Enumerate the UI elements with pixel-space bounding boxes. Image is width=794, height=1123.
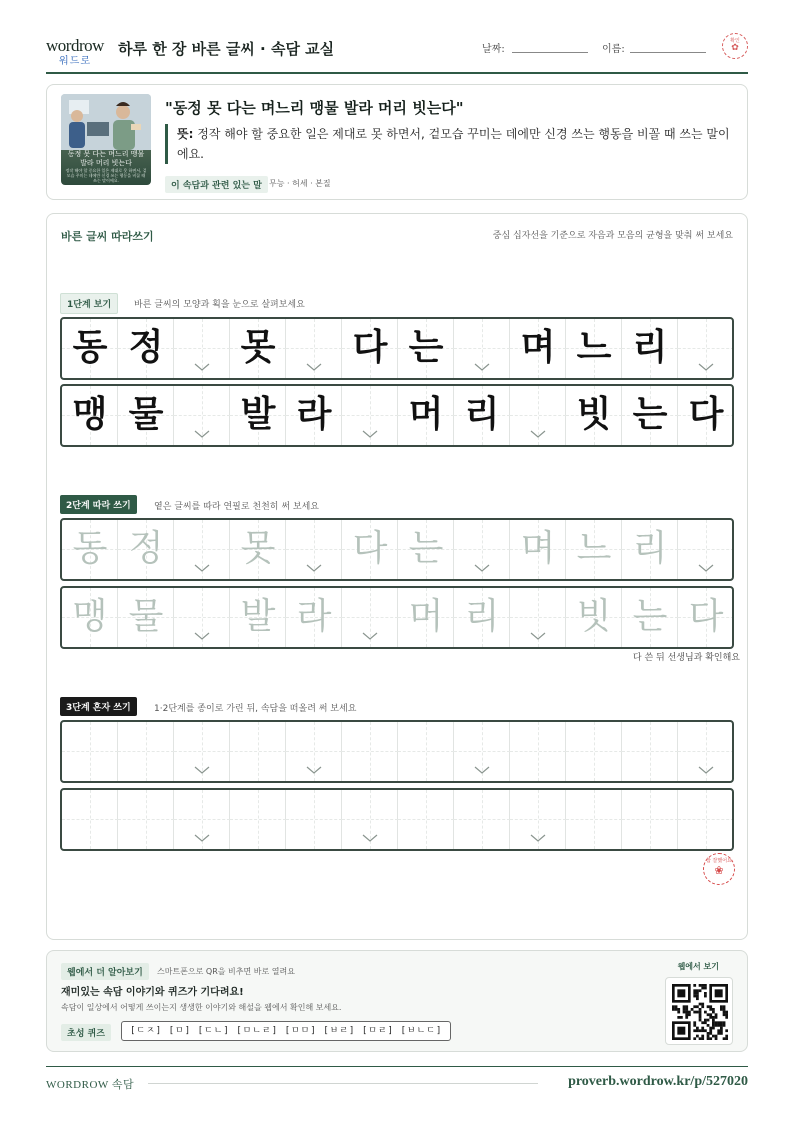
writing-cell[interactable] bbox=[286, 722, 342, 781]
writing-row[interactable] bbox=[60, 788, 734, 851]
guide-horizontal bbox=[454, 549, 510, 550]
writing-cell[interactable] bbox=[566, 319, 622, 378]
model-character: 머 bbox=[408, 394, 444, 435]
thumbnail-caption: 정작 해야 할 중요한 일은 제대로 못 하면서, 겉모습 꾸미는 데에만 신경 쓰는 행동을 비꼴 때 쓰는 말이에요. bbox=[65, 168, 147, 183]
guide-horizontal bbox=[286, 751, 342, 752]
writing-cell[interactable] bbox=[622, 386, 678, 445]
writing-cell[interactable] bbox=[454, 790, 510, 849]
writing-cell[interactable] bbox=[566, 520, 622, 579]
trace-character: 정 bbox=[128, 528, 164, 569]
trace-character: 느 bbox=[576, 528, 612, 569]
page-header bbox=[46, 30, 748, 74]
qr-label: 웹에서 보기 bbox=[677, 962, 719, 971]
writing-cell[interactable] bbox=[510, 722, 566, 781]
thumbnail-title: 동정 못 다는 며느리 맹물 발라 머리 빗는다 bbox=[67, 150, 145, 167]
page-title: 하루 한 장 바른 글씨 · 속담 교실 bbox=[118, 40, 335, 58]
guide-horizontal bbox=[510, 751, 566, 752]
writing-cell[interactable] bbox=[566, 722, 622, 781]
guide-horizontal bbox=[678, 348, 734, 349]
writing-cell[interactable] bbox=[174, 520, 230, 579]
guide-horizontal bbox=[118, 751, 174, 752]
space-mark-icon bbox=[362, 430, 378, 438]
trace-character: 리 bbox=[464, 596, 500, 637]
writing-cell[interactable] bbox=[230, 790, 286, 849]
name-label: 이름: bbox=[602, 44, 625, 55]
guide-horizontal bbox=[174, 751, 230, 752]
writing-cell[interactable] bbox=[566, 588, 622, 647]
trace-character: 맹 bbox=[72, 596, 108, 637]
related-words: 무능 · 허세 · 본질 bbox=[269, 179, 331, 188]
writing-cell[interactable] bbox=[622, 588, 678, 647]
initial-sound-quiz[interactable]: [ㄷㅈ] [ㅁ] [ㄷㄴ] [ㅁㄴㄹ] [ㅁㅁ] [ㅂㄹ] [ㅁㄹ] [ㅂㄴㄷ] bbox=[121, 1021, 451, 1041]
quiz-label: 초성 퀴즈 bbox=[61, 1024, 111, 1041]
writing-row[interactable] bbox=[60, 720, 734, 783]
guide-horizontal bbox=[566, 751, 622, 752]
guide-horizontal bbox=[62, 819, 118, 820]
proverb-card bbox=[46, 84, 748, 200]
guide-horizontal bbox=[174, 348, 230, 349]
writing-cell[interactable] bbox=[454, 722, 510, 781]
writing-cell[interactable] bbox=[230, 386, 286, 445]
guide-horizontal bbox=[286, 549, 342, 550]
guide-horizontal bbox=[622, 819, 678, 820]
space-mark-icon bbox=[698, 564, 714, 572]
writing-cell[interactable] bbox=[286, 319, 342, 378]
web-desc: 속담이 일상에서 어떻게 쓰이는지 생생한 이야기와 해설을 웹에서 확인해 보세요. bbox=[61, 1003, 342, 1012]
guide-horizontal bbox=[62, 751, 118, 752]
space-mark-icon bbox=[698, 766, 714, 774]
space-mark-icon bbox=[474, 564, 490, 572]
writing-cell[interactable] bbox=[342, 722, 398, 781]
space-mark-icon bbox=[530, 632, 546, 640]
writing-cell[interactable] bbox=[678, 588, 734, 647]
name-field[interactable] bbox=[630, 52, 706, 53]
space-mark-icon bbox=[474, 363, 490, 371]
writing-cell[interactable] bbox=[230, 588, 286, 647]
model-character: 못 bbox=[240, 327, 276, 368]
web-more-tag: 웹에서 더 알아보기 bbox=[61, 963, 149, 980]
space-mark-icon bbox=[194, 632, 210, 640]
model-character: 정 bbox=[128, 327, 164, 368]
guide-horizontal bbox=[174, 617, 230, 618]
writing-cell[interactable] bbox=[62, 588, 118, 647]
guide-horizontal bbox=[230, 819, 286, 820]
writing-cell[interactable] bbox=[286, 790, 342, 849]
qr-code[interactable] bbox=[665, 977, 733, 1045]
writing-cell[interactable] bbox=[286, 588, 342, 647]
writing-cell[interactable] bbox=[118, 722, 174, 781]
stage1-tag: 1단계 보기 bbox=[60, 293, 118, 314]
good-job-stamp-icon: 참 잘했어요 ❀ bbox=[703, 853, 735, 885]
illustration-icon bbox=[61, 94, 151, 150]
model-character: 는 bbox=[632, 394, 668, 435]
writing-row[interactable] bbox=[60, 518, 734, 581]
writing-cell[interactable] bbox=[230, 319, 286, 378]
writing-cell[interactable] bbox=[398, 722, 454, 781]
model-character: 빗 bbox=[576, 394, 612, 435]
writing-cell[interactable] bbox=[118, 790, 174, 849]
writing-cell[interactable] bbox=[398, 319, 454, 378]
stage3-tag: 3단계 혼자 쓰기 bbox=[60, 697, 137, 716]
writing-cell[interactable] bbox=[566, 386, 622, 445]
trace-character: 는 bbox=[408, 528, 444, 569]
writing-cell[interactable] bbox=[342, 790, 398, 849]
related-words-tag: 이 속담과 관련 있는 말 bbox=[165, 176, 268, 193]
model-character: 리 bbox=[632, 327, 668, 368]
model-character: 는 bbox=[408, 327, 444, 368]
space-mark-icon bbox=[306, 564, 322, 572]
writing-cell[interactable] bbox=[398, 386, 454, 445]
writing-cell[interactable] bbox=[454, 319, 510, 378]
writing-cell[interactable] bbox=[622, 319, 678, 378]
model-character: 동 bbox=[72, 327, 108, 368]
space-mark-icon bbox=[306, 363, 322, 371]
writing-cell[interactable] bbox=[342, 319, 398, 378]
space-mark-icon bbox=[362, 834, 378, 842]
writing-cell[interactable] bbox=[62, 386, 118, 445]
meaning-text: 정작 해야 할 중요한 일은 제대로 못 하면서, 겉모습 꾸미는 데에만 신경 쓰는 행동을 비꼴 때 쓰는 말이에요. bbox=[177, 127, 730, 161]
writing-cell[interactable] bbox=[174, 722, 230, 781]
guide-horizontal bbox=[398, 819, 454, 820]
guide-horizontal bbox=[678, 819, 734, 820]
model-character: 며 bbox=[520, 327, 556, 368]
teacher-check-text: 다 쓴 뒤 선생님과 확인해요 bbox=[632, 653, 740, 663]
guide-horizontal bbox=[342, 415, 398, 416]
wordrow-logo[interactable] bbox=[46, 36, 108, 66]
logo-korean: 워드로 bbox=[59, 56, 91, 67]
writing-cell[interactable] bbox=[678, 319, 734, 378]
writing-cell[interactable] bbox=[622, 790, 678, 849]
writing-cell[interactable] bbox=[118, 588, 174, 647]
writing-cell[interactable] bbox=[62, 319, 118, 378]
proverb-meaning bbox=[165, 124, 730, 164]
guide-horizontal bbox=[174, 415, 230, 416]
space-mark-icon bbox=[698, 363, 714, 371]
writing-row[interactable] bbox=[60, 317, 734, 380]
writing-cell[interactable] bbox=[510, 520, 566, 579]
trace-character: 물 bbox=[128, 596, 164, 637]
writing-cell[interactable] bbox=[398, 790, 454, 849]
guide-horizontal bbox=[454, 819, 510, 820]
space-mark-icon bbox=[530, 430, 546, 438]
date-label: 날짜: bbox=[482, 44, 505, 55]
footer-divider bbox=[46, 1066, 748, 1067]
writing-row[interactable] bbox=[60, 384, 734, 447]
trace-character: 다 bbox=[352, 528, 388, 569]
guide-horizontal bbox=[510, 617, 566, 618]
writing-cell[interactable] bbox=[678, 790, 734, 849]
guide-horizontal bbox=[286, 348, 342, 349]
writing-cell[interactable] bbox=[118, 319, 174, 378]
writing-cell[interactable] bbox=[678, 722, 734, 781]
good-job-stamp-text: 참 잘했어요 bbox=[706, 858, 732, 864]
writing-cell[interactable] bbox=[678, 386, 734, 445]
trace-character: 라 bbox=[296, 596, 332, 637]
guide-horizontal bbox=[174, 819, 230, 820]
space-mark-icon bbox=[530, 834, 546, 842]
guide-horizontal bbox=[342, 617, 398, 618]
space-mark-icon bbox=[194, 430, 210, 438]
trace-character: 다 bbox=[688, 596, 724, 637]
writing-cell[interactable] bbox=[230, 520, 286, 579]
model-character: 리 bbox=[464, 394, 500, 435]
space-mark-icon bbox=[362, 632, 378, 640]
writing-cell[interactable] bbox=[62, 722, 118, 781]
model-character: 다 bbox=[688, 394, 724, 435]
stage1-desc: 바른 글씨의 모양과 획을 눈으로 살펴보세요 bbox=[134, 300, 305, 310]
practice-hint: 중심 십자선을 기준으로 자음과 모음의 균형을 맞춰 써 보세요 bbox=[492, 231, 733, 241]
date-field[interactable] bbox=[512, 52, 588, 53]
writing-cell[interactable] bbox=[230, 722, 286, 781]
writing-cell[interactable] bbox=[118, 520, 174, 579]
space-mark-icon bbox=[474, 766, 490, 774]
writing-cell[interactable] bbox=[398, 520, 454, 579]
stage2-tag: 2단계 따라 쓰기 bbox=[60, 495, 137, 514]
guide-horizontal bbox=[118, 819, 174, 820]
guide-horizontal bbox=[342, 751, 398, 752]
confirm-stamp-text: 확인 bbox=[730, 38, 740, 44]
model-character: 물 bbox=[128, 394, 164, 435]
guide-horizontal bbox=[286, 819, 342, 820]
web-headline: 재미있는 속담 이야기와 퀴즈가 기다려요! bbox=[61, 987, 244, 998]
model-character: 발 bbox=[240, 394, 276, 435]
writing-cell[interactable] bbox=[286, 520, 342, 579]
writing-cell[interactable] bbox=[62, 520, 118, 579]
guide-horizontal bbox=[398, 751, 454, 752]
guide-horizontal bbox=[510, 415, 566, 416]
writing-cell[interactable] bbox=[398, 588, 454, 647]
trace-character: 동 bbox=[72, 528, 108, 569]
writing-cell[interactable] bbox=[510, 790, 566, 849]
guide-horizontal bbox=[566, 819, 622, 820]
guide-horizontal bbox=[454, 348, 510, 349]
writing-cell[interactable] bbox=[62, 790, 118, 849]
space-mark-icon bbox=[194, 834, 210, 842]
logo-wordmark: wordrow bbox=[46, 36, 104, 55]
writing-cell[interactable] bbox=[454, 520, 510, 579]
guide-horizontal bbox=[230, 751, 286, 752]
trace-character: 발 bbox=[240, 596, 276, 637]
writing-cell[interactable] bbox=[342, 588, 398, 647]
writing-cell[interactable] bbox=[510, 319, 566, 378]
writing-row[interactable] bbox=[60, 586, 734, 649]
qr-code-icon bbox=[672, 984, 728, 1040]
writing-cell[interactable] bbox=[174, 319, 230, 378]
writing-cell[interactable] bbox=[510, 588, 566, 647]
footer-url-link[interactable]: proverb.wordrow.kr/p/527020 bbox=[568, 1074, 748, 1089]
writing-cell[interactable] bbox=[622, 722, 678, 781]
trace-character: 머 bbox=[408, 596, 444, 637]
guide-horizontal bbox=[342, 819, 398, 820]
model-character: 다 bbox=[352, 327, 388, 368]
space-mark-icon bbox=[194, 564, 210, 572]
guide-horizontal bbox=[510, 819, 566, 820]
writing-cell[interactable] bbox=[342, 386, 398, 445]
trace-character: 는 bbox=[632, 596, 668, 637]
trace-character: 못 bbox=[240, 528, 276, 569]
writing-cell[interactable] bbox=[510, 386, 566, 445]
writing-cell[interactable] bbox=[174, 588, 230, 647]
writing-cell[interactable] bbox=[454, 386, 510, 445]
web-more-desc: 스마트폰으로 QR을 비추면 바로 열려요 bbox=[157, 967, 295, 976]
space-mark-icon bbox=[194, 363, 210, 371]
proverb-quote: "동정 못 다는 며느리 맹물 발라 머리 빗는다" bbox=[165, 99, 464, 117]
model-character: 느 bbox=[576, 327, 612, 368]
writing-cell[interactable] bbox=[286, 386, 342, 445]
guide-horizontal bbox=[174, 549, 230, 550]
trace-character: 빗 bbox=[576, 596, 612, 637]
practice-title: 바른 글씨 따라쓰기 bbox=[61, 230, 154, 243]
space-mark-icon bbox=[194, 766, 210, 774]
stage3-desc: 1·2단계를 종이로 가린 뒤, 속담을 떠올려 써 보세요 bbox=[154, 704, 357, 714]
model-character: 라 bbox=[296, 394, 332, 435]
web-section bbox=[46, 950, 748, 1052]
model-character: 맹 bbox=[72, 394, 108, 435]
writing-cell[interactable] bbox=[118, 386, 174, 445]
writing-cell[interactable] bbox=[622, 520, 678, 579]
guide-horizontal bbox=[678, 549, 734, 550]
space-mark-icon bbox=[306, 766, 322, 774]
writing-cell[interactable] bbox=[174, 790, 230, 849]
writing-cell[interactable] bbox=[566, 790, 622, 849]
guide-horizontal bbox=[678, 751, 734, 752]
writing-cell[interactable] bbox=[174, 386, 230, 445]
writing-cell[interactable] bbox=[454, 588, 510, 647]
writing-cell[interactable] bbox=[678, 520, 734, 579]
stage2-desc: 옅은 글씨를 따라 연필로 천천히 써 보세요 bbox=[154, 502, 319, 512]
footer-brand: WORDROW 속담 bbox=[46, 1079, 135, 1091]
proverb-thumbnail[interactable] bbox=[61, 94, 151, 185]
trace-character: 며 bbox=[520, 528, 556, 569]
confirm-stamp-icon: 확인 ✿ bbox=[722, 33, 748, 59]
meaning-label: 뜻: bbox=[177, 127, 194, 141]
writing-cell[interactable] bbox=[342, 520, 398, 579]
trace-character: 리 bbox=[632, 528, 668, 569]
guide-horizontal bbox=[454, 751, 510, 752]
guide-horizontal bbox=[622, 751, 678, 752]
footer-rule bbox=[148, 1083, 538, 1084]
